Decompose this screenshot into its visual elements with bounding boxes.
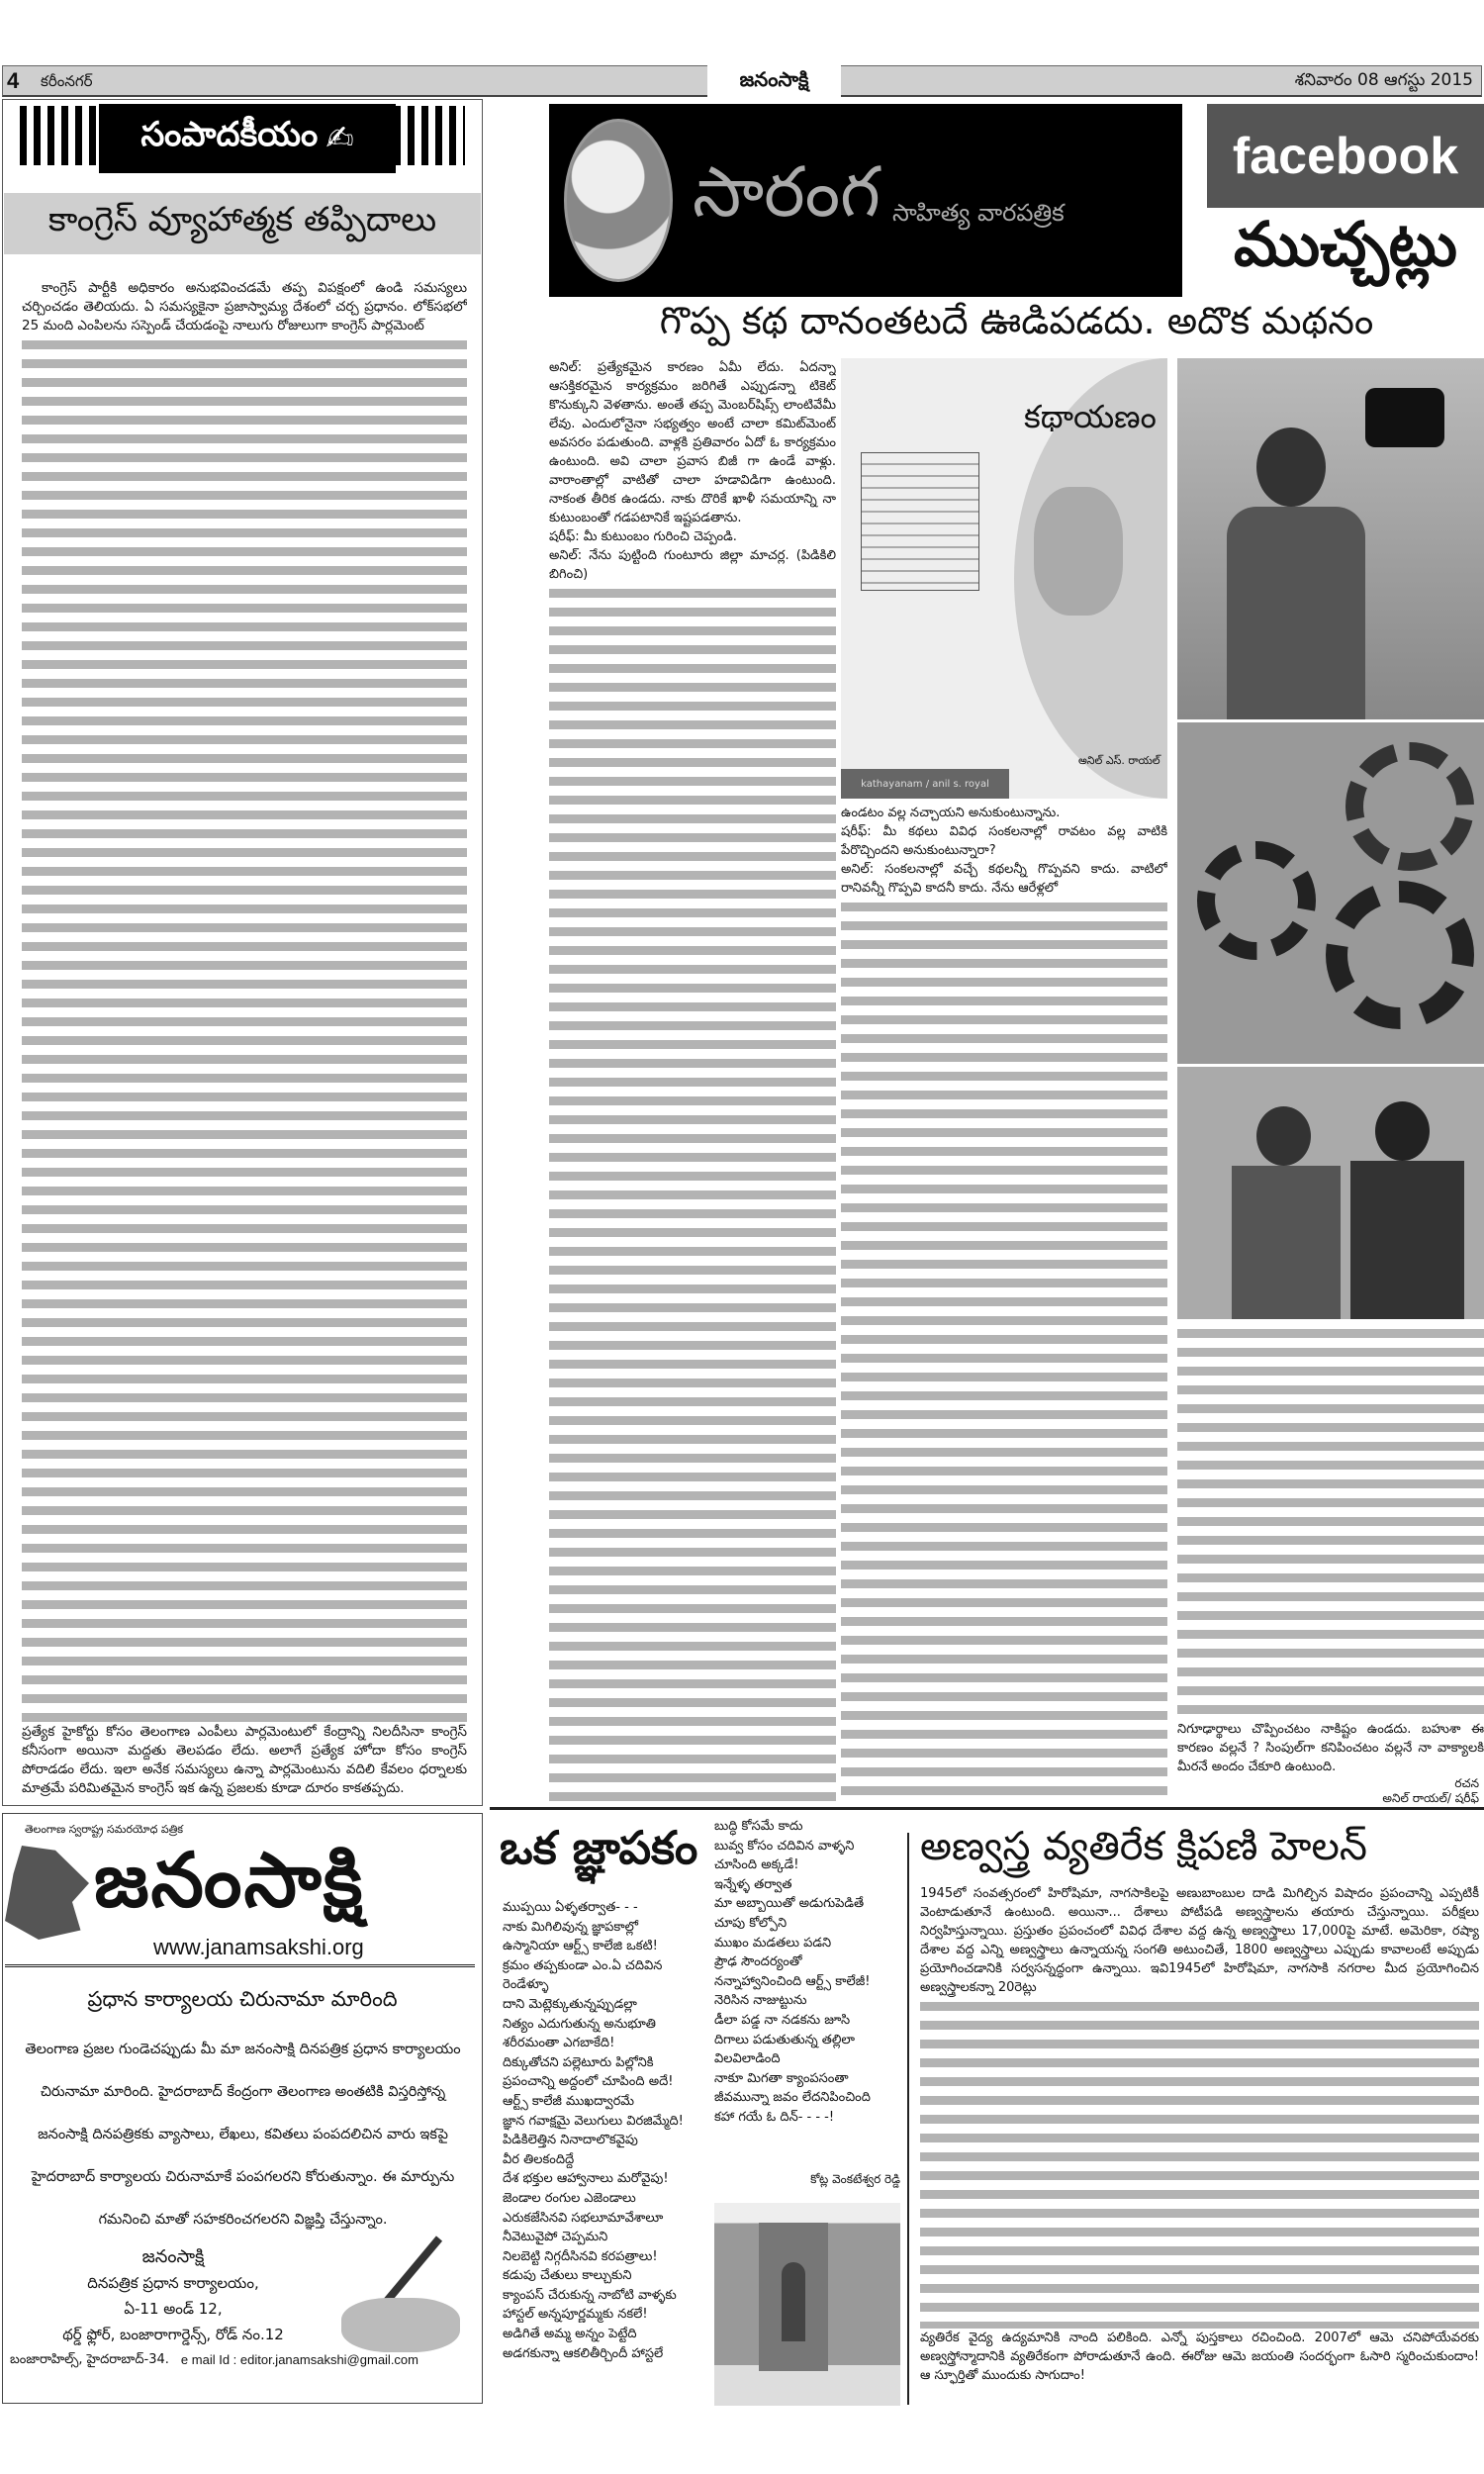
poem-line: నిత్యం ఎదుగుతున్న అనుభూతి: [503, 2016, 656, 2032]
book-spine: kathayanam / anil s. royal: [841, 769, 1009, 799]
helen-headline: అణ్వస్త్ర వ్యతిరేక క్షిపణి హెలన్: [920, 1824, 1367, 1869]
editorial-column: [22, 279, 467, 1798]
address-city: బంజారాహిల్స్, హైదరాబాద్-34.: [10, 2352, 169, 2367]
book-cover-gears-image: [1177, 722, 1484, 1064]
saranga-logo-icon: [564, 119, 673, 282]
poem-line: ఆర్ట్స్ కాలేజీ ముఖద్వారమే: [503, 2093, 635, 2109]
helen-column: [920, 1817, 1479, 2405]
book-cover-image: [841, 358, 1167, 799]
poem-column-2: [714, 1817, 902, 2128]
poem-line: విలవిలాడింది: [714, 2051, 781, 2067]
two-men-photo: [1177, 1067, 1484, 1319]
editorial-closing: ప్రత్యేక హైకోర్టు కోసం తెలంగాణ ఎంపీలు పార్లమెంటులో కేంద్రాన్ని నిలదీసినా కాంగ్రెస్ కనీసంగా అయినా మద్దతు తెలపడం లేదు. అలాగే ప్రత్యేక హోదా కోసం కాంగ్రెస్ పోరాడడం లేదు. ఇలా అనేక సమస్యలు ఉన్నా పార్లమెంటును వదిలి కేవలం ధర్నాలకు మాత్రమే పరిమితమైన కాంగ్రెస్ ఇక ఉన్న ప్రజలకు కూడా దూరం కాకతప్పదు.: [22, 1724, 467, 1796]
poem-line: ముప్పయి ఏళ్ళతర్వాత- - -: [503, 1900, 638, 1915]
address-line: జనంసాక్షి: [141, 2246, 205, 2267]
editorial-opening: కాంగ్రెస్ పార్టీకి అధికారం అనుభవించడమే తప్ప విపక్షంలో ఉండి సమస్యలు చర్చించడం తెలియదు. ఏ సమస్యకైనా ప్రజాస్వామ్య దేశంలో చర్చ ప్రధానం. లోక్‌సభలో 25 మంది ఎంపిలను సస్పెండ్ చేయడంపై నాలుగు రోజులుగా కాంగ్రెస్ పార్లమెంట్: [22, 280, 467, 333]
ad-logo: జనంసాక్షి: [94, 1836, 365, 1924]
address-line: దినపత్రిక ప్రధాన కార్యాలయం,: [87, 2274, 259, 2292]
poem-line: ప్రౌఢ సౌందర్యంతో: [714, 1954, 802, 1970]
poem-line: జీవమున్నా జవం లేదనిపించింది: [714, 2090, 871, 2106]
poem-line: నిలబెట్టి నిగ్గదీసినవి కరపత్రాలు!: [503, 2248, 658, 2264]
facebook-logo: facebook: [1207, 104, 1484, 208]
book-title: కథాయణం: [1024, 398, 1157, 435]
poem-line: ప్రపంచాన్ని అద్దంలో చూపింది అదే!: [503, 2074, 674, 2090]
ad-rule: [5, 1964, 475, 1969]
ad-line: గమనించి మాతో సహకరించగలరని విజ్ఞప్తి చేస్తున్నాం.: [98, 2212, 388, 2228]
poem-line: హాస్టల్ అన్నపూర్ణమ్మకు నకలే!: [503, 2307, 648, 2323]
address-line: ఏ-11 అండ్ 12,: [124, 2300, 223, 2318]
column-title: ముచ్చట్లు: [1234, 208, 1457, 280]
poem-line: వీర తిలకందిద్దే: [503, 2151, 575, 2167]
poem-line: డీలా పడ్డ నా నడకను జూసి: [714, 2012, 851, 2028]
helen-opening: 1945లో సంవత్సరంలో హిరోషిమా, నాగసాకిలపై అణుబాంబుల దాడి మిగిల్చిన విషాదం ప్రపంచాన్ని ఎప్పటికీ వెంటాడుతూనే ఉంటుంది. అయినా... దేశాలు పోటీపడి అణ్వస్త్రాలను తయారు చేస్తున్నాయి. పరీక్షలు నిర్వహిస్తున్నాయి. ప్రస్తుతం ప్రపంచంలో వివిధ దేశాల వద్ద ఉన్న అణ్వస్త్రాలు 17,000పై మాటే. అమెరికా, రష్యా దేశాల వద్ద ఎన్ని అణ్వస్త్రాలు ఉన్నాయన్న సంగతి అటుంచితే, 1800 అణ్వస్త్రాలు ఎప్పుడు కావాలంటే అప్పుడు ప్రయోగించడానికి సర్వసన్నద్ధంగా ఉన్నాయి. ఇవి1945లో హిరోషిమా, నాగసాకి నగరాల మీద ప్రయోగించిన అణ్వస్త్రాలకన్నా 20రెట్లు: [920, 1886, 1479, 1995]
poem-line: ఉస్మానియా ఆర్ట్స్ కాలేజి ఒకటి!: [503, 1939, 658, 1954]
poem-line: ఇన్నేళ్ళ తర్వాత: [714, 1876, 792, 1892]
address-line: థర్డ్ ఫ్లోర్, బంజారాగార్డెన్స్, రోడ్ నం.12: [62, 2326, 284, 2343]
ad-line: తెలంగాణ ప్రజల గుండెచప్పుడు మీ మా జనంసాక్షి దినపత్రిక ప్రధాన కార్యాలయం: [25, 2042, 461, 2057]
page-number: 4: [7, 68, 20, 93]
arts-college-photo: [714, 2203, 900, 2406]
poem-line: కడుపు చేతులు కాల్చుకుని: [503, 2268, 632, 2284]
editorial-label: సంపాదకీయం: [140, 115, 319, 154]
section-divider: [490, 1807, 1484, 1810]
interview-question: షరీఫ్: మీ కథలు వివిధ సంకలనాల్లో రావటం వల్ల వాటికి పేరొచ్చిందని అనుకుంటున్నారా?: [841, 824, 1167, 858]
poem-line: నాకు మిగిలివున్న జ్ఞాపకాల్లో: [503, 1919, 639, 1935]
poem-line: నీవెటువైపో చెప్పమని: [503, 2230, 608, 2245]
editorial-headline: కాంగ్రెస్ వ్యూహాత్మక తప్పిదాలు: [4, 193, 481, 254]
poem-line: జెండాల రంగుల ఎజెండాలు: [503, 2190, 636, 2206]
back-cover-blurb: [861, 452, 979, 591]
interview-answer: అనిల్: సంకలనాల్లో వచ్చే కథలన్నీ గొప్పవని కాదు. వాటిలో రానివన్నీ గొప్పవి కాదనీ కాదు. నేను ఆరేళ్లలో: [841, 862, 1167, 896]
ad-headline: ప్రధాన కార్యాలయ చిరునామా మారింది: [87, 1987, 398, 2011]
poem-line: నాకూ మిగతా క్యాంపసంతా: [714, 2070, 849, 2086]
interview-text: అనిల్: ప్రత్యేకమైన కారణం ఏమీ లేదు. ఏదన్నా ఆసక్తికరమైన కార్యక్రమం జరిగితే ఎప్పుడన్నా టికెట్ కొనుక్కుని వెళతాను. అంతే తప్ప మెంబర్‌షిప్స్ లాంటివేమీ లేవు. ఎందులోనైనా సభ్యత్వం అంటే చాలా కమిట్‌మెంట్ అవసరం పడుతుంది. వాళ్లకి ప్రతివారం ఏదో ఓ కార్యక్రమం ఉంటుంది. అవి చాలా ప్రవాస బిజీ గా ఉండే వాళ్లు. వారాంతాల్లో వాటితో చాలా హడావిడిగా ఉంటుంది. నాకంత తీరిక ఉండదు. నాకు దొరికే ఖాళీ సమయాన్ని నా కుటుంబంతో గడపటానికే ఇష్టపడతాను.: [549, 360, 836, 525]
poem-line: నెరిసిన నాజుట్టును: [714, 1993, 807, 2009]
helen-body-text: [920, 1997, 1479, 2329]
editorial-banner: [20, 106, 465, 165]
ad-line: చిరునామా మారింది. హైదరాబాద్ కేంద్రంగా తెలంగాణ అంతటికి విస్తరిస్తోన్న: [40, 2084, 446, 2100]
interview-question: షరీఫ్: మీ కుటుంబం గురించి చెప్పండి.: [549, 529, 737, 544]
saranga-subtitle: సాహిత్య వారపత్రిక: [891, 198, 1065, 227]
saranga-title: సారంగ: [693, 151, 881, 233]
author-photo-camera: [1177, 358, 1484, 719]
poem-line: పిడికిలెత్తిన నినాదాలొకవైపు: [503, 2133, 638, 2148]
poem-line: శరీరమంతా ఎగబాకేది!: [503, 2036, 615, 2051]
poem-line: దేశ భక్తుల ఆహ్వానాలు మరోవైపు!: [503, 2171, 669, 2187]
interview-col3-text: [1177, 1324, 1484, 1720]
interview-text: ఉండటం వల్ల నచ్చాయని అనుకుంటున్నాను.: [841, 806, 1061, 820]
poem-line: ముఖం మడతలు పడని: [714, 1935, 832, 1951]
poem-column-1: [503, 1898, 700, 2363]
ad-line: జనంసాక్షి దినపత్రికకు వ్యాసాలు, లేఖలు, కవితలు పంపదలిచిన వారు ఇకపై: [38, 2127, 448, 2142]
poem-author: కోట్ల వెంకటేశ్వర రెడ్డి: [810, 2172, 900, 2186]
edition-name: కరీంనగర్: [41, 72, 93, 90]
interview-headline: గొప్ప కథ దానంతటదే ఊడిపడదు. అదొక మథనం: [659, 299, 1374, 342]
saranga-banner: [549, 104, 1182, 297]
ad-address: [10, 2244, 480, 2369]
column-divider: [907, 1833, 909, 2405]
poem-line: చూసింది అక్కడే!: [714, 1857, 799, 1873]
ad-email: e mail Id : editor.janamsakshi@gmail.com: [180, 2352, 418, 2367]
editorial-body-text: [22, 335, 467, 1723]
poem-line: మా అబ్బాయితో అడుగుపెడితే: [714, 1896, 865, 1912]
poem-line: అడగకున్నా ఆకలితీర్చిందీ హాస్టలే: [503, 2345, 664, 2361]
poem-line: జ్ఞాన గవాక్షమై వెలుగులు విరజిమ్మేది!: [503, 2113, 684, 2129]
interview-col2-text: [841, 898, 1167, 1803]
poem-line: దిక్కుతోచని పల్లెటూరు పిల్లోనికి: [503, 2054, 654, 2070]
masthead-logo: జనంసాక్షి: [707, 64, 841, 98]
page-header: [2, 65, 1482, 97]
book-author: అనిల్ ఎస్. రాయల్: [1078, 754, 1160, 767]
archer-figure: [1034, 487, 1123, 616]
poem-line: బువ్వ కోసం చదివిన వాళ్ళని: [714, 1838, 855, 1854]
byline: [1177, 1776, 1484, 1806]
poem-title: ఒక జ్ఞాపకం: [500, 1821, 698, 1874]
poem-line: కహా గయే ఓ దిన్- - - -!: [714, 2109, 835, 2125]
poem-line: బుద్ధి కోసమే కాదు: [714, 1819, 803, 1834]
poem-line: ఎరుకజేసినవి సభలూమావేశాలూ: [503, 2210, 664, 2226]
interview-col1-text: [549, 584, 836, 1803]
poem-line: చూపు కోల్పోని: [714, 1915, 788, 1931]
poem-line: రెండేళ్ళూ: [503, 1977, 549, 1993]
poem-line: అడిగితే అమ్మ అన్నం పెట్టేది: [503, 2327, 637, 2342]
interview-col2: [841, 804, 1167, 1803]
interview-closing: నిగూఢార్థాలు చొప్పించటం నాకిష్టం ఉండదు. బహుశా ఈ కారణం వల్లనే ? సింపుల్‌గా కనిపించటం వల్లనే నా వాక్యాలకి మీరనే అందం చేకూరి ఉంటుంది.: [1177, 1722, 1484, 1774]
poem-line: నన్నాహ్వానించింది ఆర్ట్స్ కాలేజీ!: [714, 1973, 871, 1989]
byline-name: అనిల్ రాయల్/ షరీఫ్: [1382, 1791, 1479, 1805]
poem-line: దాని మెట్లెక్కుతున్నప్పుడల్లా: [503, 1996, 637, 2012]
ad-tagline: తెలంగాణ స్వరాష్ట్ర సమరయోధ పత్రిక: [25, 1823, 184, 1836]
ad-line: హైదరాబాద్ కార్యాలయ చిరునామాకే పంపగలరని కోరుతున్నాం. ఈ మార్పును: [31, 2169, 455, 2185]
interview-col1: [549, 358, 836, 1803]
interview-answer: అనిల్: నేను పుట్టింది గుంటూరు జిల్లా మాచర్ల. (పిడికిలి బిగించి): [549, 548, 836, 582]
poem-line: దిగాలు పడుతుతున్న తల్లిలా: [714, 2032, 855, 2047]
ad-url: www.janamsakshi.org: [153, 1935, 364, 1959]
pen-writing-icon: ✍: [325, 119, 354, 158]
byline-label: రచన: [1454, 1776, 1479, 1790]
interview-col3: [1177, 1324, 1484, 1806]
poem-line: క్యాంపస్ చేరుకున్న నాబోటి వాళ్ళకు: [503, 2287, 677, 2303]
poem-line: క్రమం తప్పకుండా ఎం.ఏ చదివిన: [503, 1957, 663, 1973]
issue-date: శనివారం 08 ఆగస్టు 2015: [1294, 70, 1473, 90]
helen-closing: వ్యతిరేక వైద్య ఉద్యమానికి నాంది పలికింది. ఎన్నో పుస్తకాలు రచించింది. 2007లో ఆమె చనిపోయేవరకు అణ్వస్త్రోన్మాదానికి వ్యతిరేకంగా పోరాడుతూనే ఉంది. ఈరోజు ఆమె జయంతి సందర్భంగా ఓసారి స్మరించుకుందాం! ఆ స్ఫూర్తితో ముందుకు సాగుదాం!: [920, 2331, 1479, 2383]
ad-message: [8, 2029, 478, 2241]
